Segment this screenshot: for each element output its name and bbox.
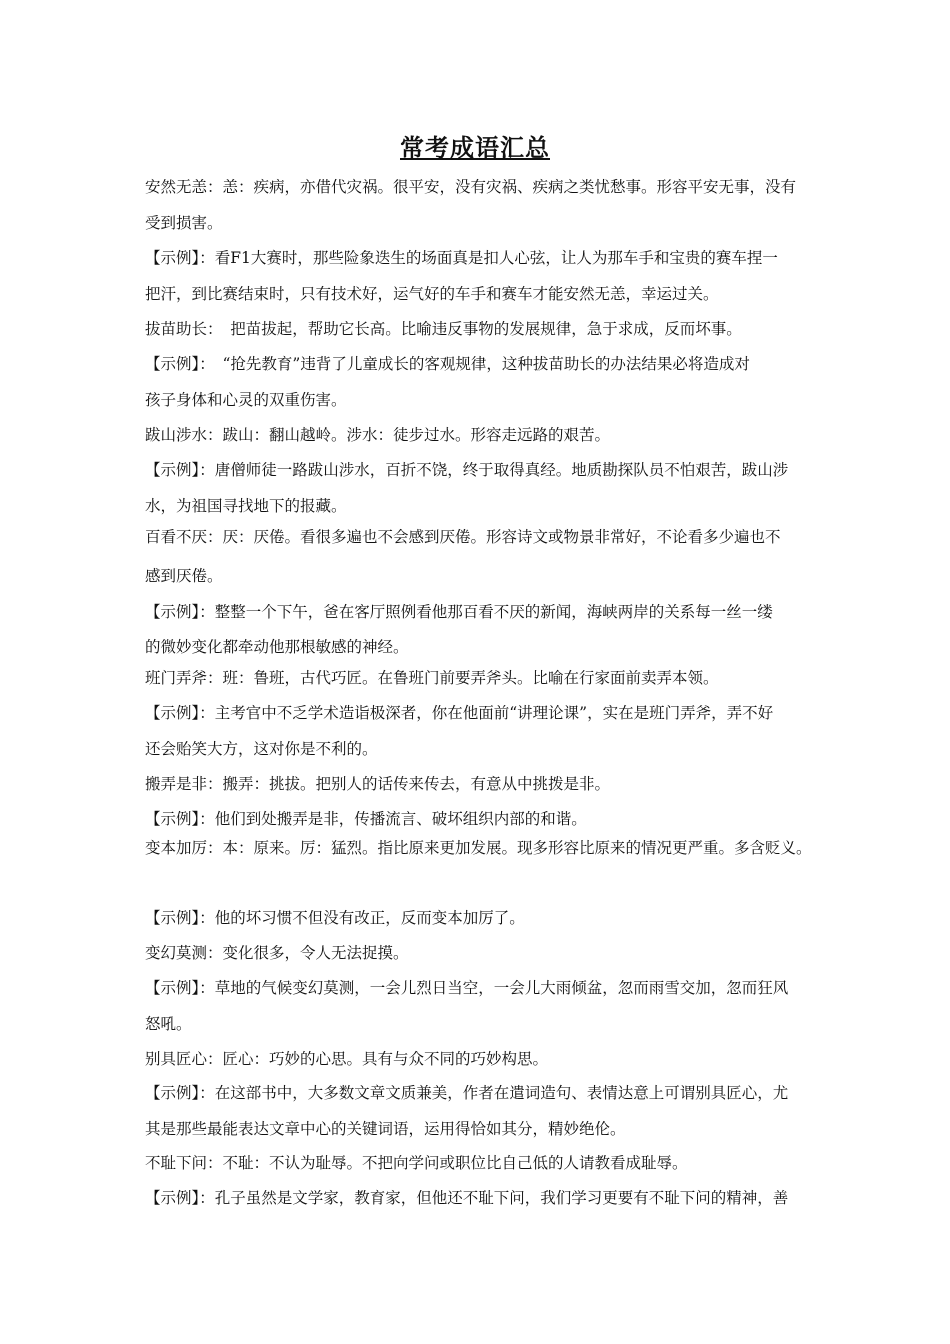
text-line: 变幻莫测：变化很多，令人无法捉摸。 [145,944,409,962]
text-line: 不耻下问：不耻：不认为耻辱。不把向学问或职位比自己低的人请教看成耻辱。 [145,1154,688,1172]
text-line: 孩子身体和心灵的双重伤害。 [145,391,347,409]
text-line: 班门弄斧：班：鲁班，古代巧匠。在鲁班门前要弄斧头。比喻在行家面前卖弄本领。 [145,669,719,687]
text-line: 其是那些最能表达文章中心的关键词语，运用得恰如其分，精妙绝伦。 [145,1120,626,1138]
text-line: 的微妙变化都牵动他那根敏感的神经。 [145,638,409,656]
text-line: 水，为祖国寻找地下的报藏。 [145,497,347,515]
text-line: 【示例】：看F1大赛时，那些险象迭生的场面真是扣人心弦，让人为那车手和宝贵的赛车捏一 [145,249,778,267]
text-line: 安然无恙：恙：疾病，亦借代灾祸。很平安，没有灾祸、疾病之类忧愁事。形容平安无事，没有 [145,178,797,196]
text-line: 别具匠心：匠心：巧妙的心思。具有与众不同的巧妙构思。 [145,1050,549,1068]
text-line: 受到损害。 [145,214,223,232]
text-line: 【示例】：唐僧师徒一路跋山涉水，百折不饶，终于取得真经。地质勘探队员不怕艰苦，跋山涉 [145,461,789,479]
text-line: 【示例】：他们到处搬弄是非，传播流言、破坏组织内部的和谐。 [145,810,587,828]
text-line: 【示例】：主考官中不乏学术造诣极深者，你在他面前“讲理论课”，实在是班门弄斧，弄不好 [145,704,774,722]
text-line: 跋山涉水：跋山：翻山越岭。涉水：徒步过水。形容走远路的艰苦。 [145,426,611,444]
document-title: 常考成语汇总 [400,133,550,162]
text-line: 感到厌倦。 [145,567,223,585]
text-line: 搬弄是非：搬弄：挑拔。把别人的话传来传去，有意从中挑拨是非。 [145,775,611,793]
text-line: 【示例】：在这部书中，大多数文章文质兼美，作者在遣词造句、表情达意上可谓别具匠心，尤 [145,1084,789,1102]
text-line: 拔苗助长： 把苗拔起，帮助它长高。比喻违反事物的发展规律，急于求成，反而坏事。 [145,320,742,338]
text-line: 把汗，到比赛结束时，只有技术好，运气好的车手和赛车才能安然无恙，幸运过关。 [145,285,719,303]
text-line: 【示例】：孔子虽然是文学家，教育家，但他还不耻下问，我们学习更要有不耻下问的精神，善 [145,1189,789,1207]
text-line: 【示例】： “抢先教育”违背了儿童成长的客观规律，这种拔苗助长的办法结果必将造成对 [145,355,750,373]
text-line: 变本加厉：本：原来。厉：猛烈。指比原来更加发展。现多形容比原来的情况更严重。多含贬义。 [145,839,812,857]
text-line: 怒吼。 [145,1015,192,1033]
text-line: 【示例】：草地的气候变幻莫测，一会儿烈日当空，一会儿大雨倾盆，忽而雨雪交加，忽而狂风 [145,979,789,997]
text-line: 还会贻笑大方，这对你是不利的。 [145,740,378,758]
text-line: 【示例】：整整一个下午，爸在客厅照例看他那百看不厌的新闻，海峡两岸的关系每一丝一缕 [145,603,773,621]
text-line: 百看不厌：厌：厌倦。看很多遍也不会感到厌倦。形容诗文或物景非常好，不论看多少遍也不 [145,528,781,546]
text-line: 【示例】：他的坏习惯不但没有改正，反而变本加厉了。 [145,909,525,927]
